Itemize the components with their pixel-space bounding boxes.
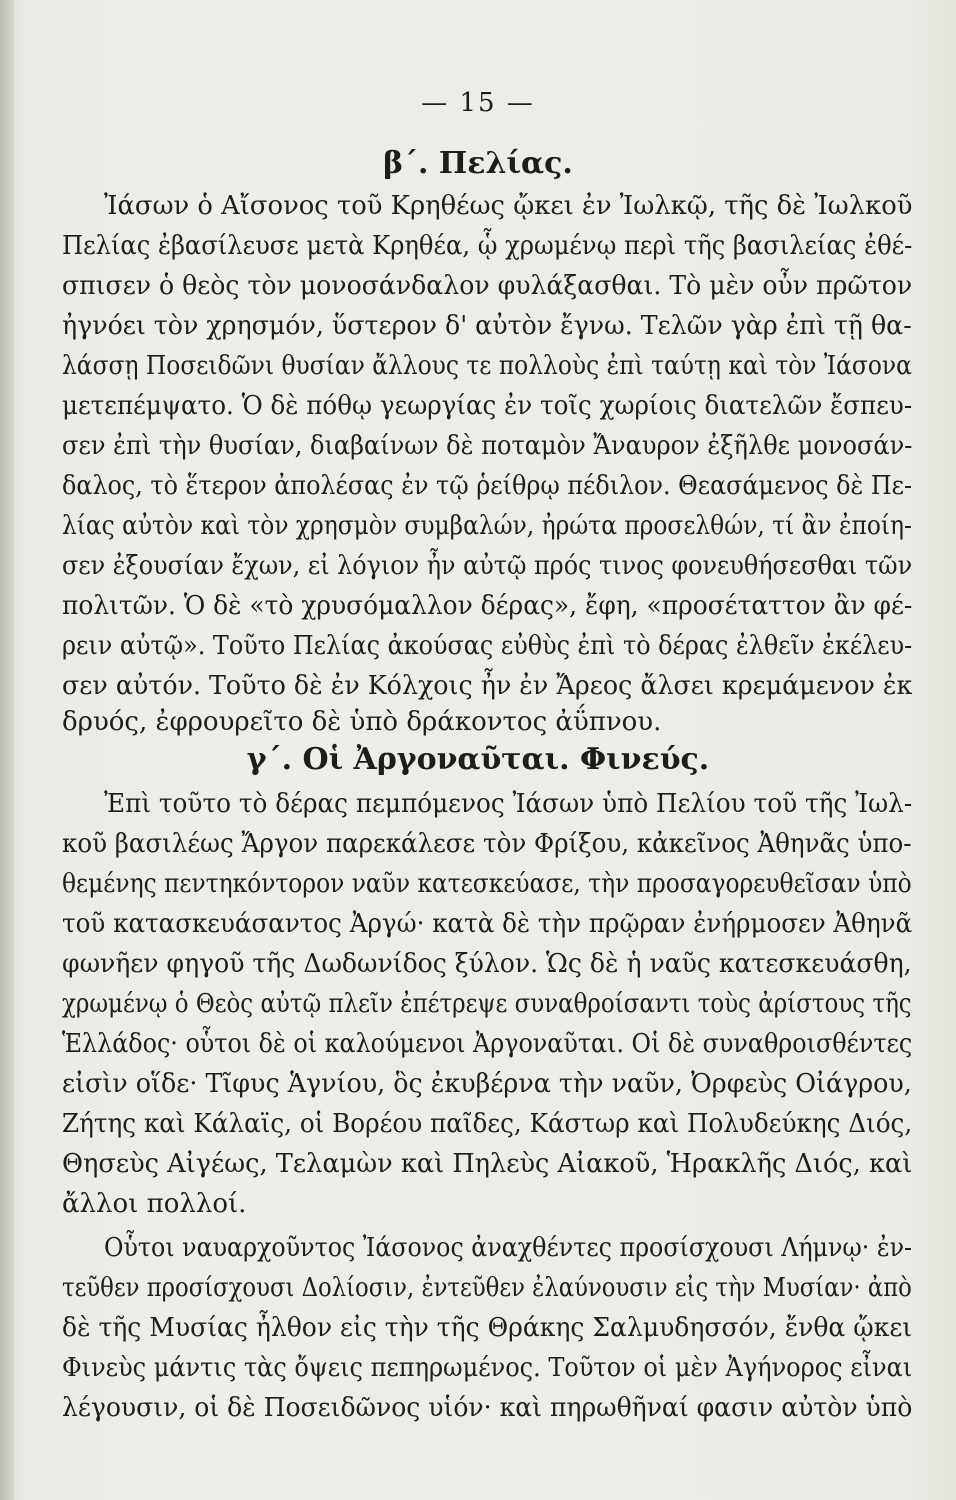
text-line: σεν αὐτόν. Τοῦτο δὲ ἐν Κόλχοις ἦν ἐν Ἄρεος ἄλσει κρεμάμενον ἐκ bbox=[62, 671, 913, 701]
text-line: σεν ἐπὶ τὴν θυσίαν, διαβαίνων δὲ ποταμὸν Ἄναυρον ἐξῆλθε μονοσάν- bbox=[62, 431, 913, 461]
text-line: τοῦ κατασκευάσαντος Ἀργώ· κατὰ δὲ τὴν πρῷραν ἐνήρμοσεν Ἀθηνᾶ bbox=[62, 909, 913, 939]
section-heading-argonauts: γ΄. Οἱ Ἀργοναῦται. Φινεύς. bbox=[246, 742, 710, 777]
page-number: — 15 — bbox=[421, 88, 535, 118]
text-line: φωνῆεν φηγοῦ τῆς Δωδωνίδος ξύλον. Ὡς δὲ ἡ ναῦς κατεσκευάσθη, bbox=[62, 949, 912, 979]
text-line: λέγουσιν, οἱ δὲ Ποσειδῶνος υἱόν· καὶ πηρωθῆναί φασιν αὐτὸν ὑπὸ bbox=[62, 1393, 913, 1423]
text-line: εἰσὶν οἵδε· Τῖφυς Ἁγνίου, ὃς ἐκυβέρνα τὴν ναῦν, Ὀρφεὺς Οἰάγρου, bbox=[62, 1069, 912, 1099]
text-line: κοῦ βασιλέως Ἄργον παρεκάλεσε τὸν Φρίξου, κἀκεῖνος Ἀθηνᾶς ὑπο- bbox=[62, 829, 912, 859]
text-line: Φινεὺς μάντις τὰς ὄψεις πεπηρωμένος. Τοῦτον οἱ μὲν Ἀγήνορος εἶναι bbox=[62, 1353, 913, 1383]
text-line: Ἰάσων ὁ Αἴσονος τοῦ Κρηθέως ᾤκει ἐν Ἰωλκῷ, τῆς δὲ Ἰωλκοῦ bbox=[104, 191, 913, 221]
text-line: δρυός, ἐφρουρεῖτο δὲ ὑπὸ δράκοντος ἀΰπνου. bbox=[62, 707, 662, 737]
text-line: λάσσῃ Ποσειδῶνι θυσίαν ἄλλους τε πολλοὺς ἐπὶ ταύτῃ καὶ τὸν Ἰάσονα bbox=[62, 351, 912, 381]
text-line: σεν ἐξουσίαν ἔχων, εἰ λόγιον ἦν αὐτῷ πρός τινος φονευθήσεσθαι τῶν bbox=[62, 551, 913, 581]
text-line: θεμένης πεντηκόντορον ναῦν κατεσκεύασε, τὴν προσαγορευθεῖσαν ὑπὸ bbox=[62, 869, 912, 899]
text-line: ρειν αὐτῷ». Τοῦτο Πελίας ἀκούσας εὐθὺς ἐπὶ τὸ δέρας ἐλθεῖν ἐκέλευ- bbox=[62, 631, 913, 661]
text-line: Ζήτης καὶ Κάλαϊς, οἱ Βορέου παῖδες, Κάστωρ καὶ Πολυδεύκης Διός, bbox=[62, 1109, 913, 1139]
text-line: τεῦθεν προσίσχουσι Δολίοσιν, ἐντεῦθεν ἐλαύνουσιν εἰς τὴν Μυσίαν· ἀπὸ bbox=[62, 1273, 912, 1303]
text-line: λίας αὐτὸν καὶ τὸν χρησμὸν συμβαλών, ἠρώτα προσελθών, τί ἂν ἐποίη- bbox=[62, 511, 912, 541]
text-line: Πελίας ἐβασίλευσε μετὰ Κρηθέα, ᾧ χρωμένῳ περὶ τῆς βασιλείας ἐθέ- bbox=[62, 231, 913, 261]
text-line: πολιτῶν. Ὁ δὲ «τὸ χρυσόμαλλον δέρας», ἔφη, «προσέταττον ἂν φέ- bbox=[62, 591, 913, 621]
text-line: Θησεὺς Αἰγέως, Τελαμὼν καὶ Πηλεὺς Αἰακοῦ, Ἡρακλῆς Διός, καὶ bbox=[62, 1149, 913, 1179]
text-line: Οὗτοι ναυαρχοῦντος Ἰάσονος ἀναχθέντες προσίσχουσι Λήμνῳ· ἐν- bbox=[104, 1233, 913, 1263]
text-line: χρωμένῳ ὁ Θεὸς αὐτῷ πλεῖν ἐπέτρεψε συναθροίσαντι τοὺς ἀρίστους τῆς bbox=[62, 989, 912, 1019]
text-line: Ἐπὶ τοῦτο τὸ δέρας πεμπόμενος Ἰάσων ὑπὸ Πελίου τοῦ τῆς Ἰωλ- bbox=[104, 789, 913, 819]
text-line: δαλος, τὸ ἕτερον ἀπολέσας ἐν τῷ ῥείθρῳ πέδιλον. Θεασάμενος δὲ Πε- bbox=[62, 471, 913, 501]
text-line: μετεπέμψατο. Ὁ δὲ πόθῳ γεωργίας ἐν τοῖς χωρίοις διατελῶν ἔσπευ- bbox=[62, 391, 913, 421]
text-line: σπισεν ὁ θεὸς τὸν μονοσάνδαλον φυλάξασθαι. Τὸ μὲν οὖν πρῶτον bbox=[62, 271, 913, 301]
text-line: δὲ τῆς Μυσίας ἦλθον εἰς τὴν τῆς Θράκης Σαλμυδησσόν, ἔνθα ᾤκει bbox=[62, 1313, 913, 1343]
text-line: ἠγνόει τὸν χρησμόν, ὕστερον δ' αὐτὸν ἔγνω. Τελῶν γὰρ ἐπὶ τῇ θα- bbox=[62, 311, 912, 341]
text-line: ἄλλοι πολλοί. bbox=[62, 1189, 247, 1219]
text-line: Ἑλλάδος· οὗτοι δὲ οἱ καλούμενοι Ἀργοναῦται. Οἱ δὲ συναθροισθέντες bbox=[62, 1029, 913, 1059]
section-heading-pelias: β΄. Πελίας. bbox=[383, 146, 573, 181]
